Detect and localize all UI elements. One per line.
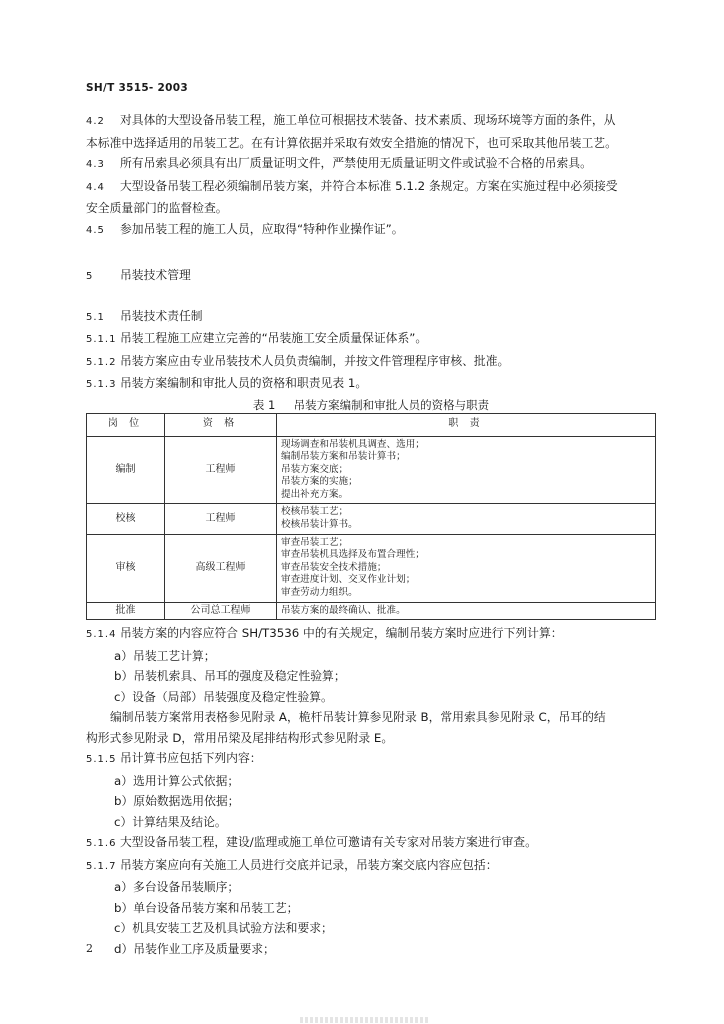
- duty-line: 提出补充方案。: [281, 488, 349, 500]
- clause-5-1-1: [86, 328, 656, 351]
- table-row: [87, 602, 656, 620]
- clause-number: 5.1.1: [86, 334, 117, 345]
- duty-line: 吊装方案的实施；: [281, 476, 358, 488]
- clause-text: 大型设备吊装工程必须编制吊装方案，并符合本标准 5.1.2 条规定。方案在实施过程中必须接受: [120, 178, 618, 193]
- list-item: a）多台设备吊装顺序；: [114, 880, 240, 895]
- duty-line: 吊装方案交底；: [281, 463, 349, 475]
- clause-number: 5.1.2: [86, 356, 117, 368]
- appendix-note-continued: 构形式参见附录 D，常用吊梁及尾排结构形式参见附录 E。: [86, 730, 394, 745]
- section-5-title: [86, 265, 656, 288]
- list-item: b）单台设备吊装方案和吊装工艺；: [114, 900, 299, 915]
- table-row: [87, 436, 656, 504]
- column-header-qualification: 资 格: [165, 413, 277, 436]
- section-title-text: 吊装技术管理: [120, 268, 191, 282]
- post-cell: 编制: [87, 436, 165, 504]
- clause-number: 5.1.7: [86, 860, 117, 872]
- clause-5-1-7: [86, 855, 656, 878]
- duties-cell: [277, 504, 656, 534]
- clause-text: 吊装工程施工应建立完善的“吊装施工安全质量保证体系”。: [120, 331, 428, 345]
- clause-text: 吊装方案编制和审批人员的资格和职责见表 1。: [120, 376, 368, 390]
- qualification-cell: 高级工程师: [165, 534, 277, 602]
- clause-text: 所有吊索具必须具有出厂质量证明文件，严禁使用无质量证明文件或试验不合格的吊索具。: [120, 156, 592, 170]
- column-header-duties: 职 责: [277, 413, 656, 436]
- qualification-cell: 公司总工程师: [165, 602, 277, 620]
- clause-4-4: [86, 176, 656, 199]
- clause-text: 吊装技术责任制: [120, 308, 203, 323]
- clause-5-1-5: [86, 748, 656, 771]
- section-number: 5: [86, 271, 94, 282]
- clause-5-1-2: [86, 351, 656, 374]
- clause-text: 吊装方案应向有关施工人员进行交底并记录，吊装方案交底内容应包括：: [120, 857, 498, 872]
- clause-number: 4.2: [86, 116, 105, 127]
- table-header-row: [87, 413, 656, 436]
- duty-line: 审查吊装机具选择及布置合理性；: [281, 549, 425, 561]
- qualification-cell: 工程师: [165, 504, 277, 534]
- clause-text: 吊装方案应由专业吊装技术人员负责编制，并按文件管理程序审核、批准。: [120, 353, 510, 368]
- clause-number: 4.4: [86, 181, 105, 193]
- clause-5-1-4: [86, 623, 656, 646]
- duty-line: 审查进度计划、交叉作业计划；: [281, 574, 416, 586]
- list-item: c）计算结果及结论。: [114, 814, 227, 829]
- list-item: c）机具安装工艺及机具试验方法和要求；: [114, 921, 333, 936]
- post-cell: 校核: [87, 504, 165, 534]
- duty-line: 审查劳动力组织。: [281, 587, 358, 599]
- post-cell: 批准: [87, 602, 165, 620]
- duty-line: 审查吊装工艺；: [281, 536, 349, 548]
- clause-4-4-continued: 安全质量部门的监督检查。: [86, 201, 228, 215]
- appendix-note: 编制吊装方案常用表格参见附录 A，桅杆吊装计算参见附录 B，常用索具参见附录 C，吊耳的结: [110, 710, 606, 725]
- list-item: b）原始数据选用依据；: [114, 794, 240, 809]
- clause-number: 5.1.5: [86, 754, 117, 766]
- duty-line: 校核吊装工艺；: [281, 506, 349, 518]
- clause-text: 参加吊装工程的施工人员，应取得“特种作业操作证”。: [120, 221, 404, 236]
- column-header-post: 岗 位: [87, 413, 165, 436]
- qualification-cell: 工程师: [165, 436, 277, 504]
- clause-4-3: [86, 153, 656, 176]
- post-cell: 审核: [87, 534, 165, 602]
- clause-text: 对具体的大型设备吊装工程，施工单位可根据技术装备、技术素质、现场环境等方面的条件，从: [120, 113, 616, 127]
- list-item: a）吊装工艺计算；: [114, 648, 216, 663]
- table-caption-title: 吊装方案编制和审批人员的资格与职责: [293, 397, 490, 412]
- duty-line: 校核吊装计算书。: [281, 519, 358, 531]
- table-caption: [86, 397, 656, 413]
- document-code-header: SH/T 3515- 2003: [86, 82, 188, 94]
- clause-4-5: [86, 219, 656, 242]
- duties-cell: [277, 602, 656, 620]
- clause-5-1-6: [86, 832, 656, 855]
- clause-number: 4.5: [86, 224, 105, 236]
- duty-line: 吊装方案的最终确认、批准。: [281, 604, 406, 616]
- list-item: a）选用计算公式依据；: [114, 773, 240, 788]
- duties-cell: [277, 534, 656, 602]
- document-body: [86, 110, 656, 959]
- duties-cell: [277, 436, 656, 504]
- clause-4-2-continued: 本标准中选择适用的吊装工艺。在有计算依据并采取有效安全措施的情况下，也可采取其他吊装工艺。: [86, 135, 617, 150]
- clause-text: 吊装方案的内容应符合 SH/T3536 中的有关规定，编制吊装方案时应进行下列计算：: [120, 626, 563, 641]
- table-row: [87, 504, 656, 534]
- clause-number: 5.1.3: [86, 379, 117, 390]
- clause-number: 4.3: [86, 159, 105, 170]
- clause-number: 5.1: [86, 311, 105, 323]
- table-row: [87, 534, 656, 602]
- clause-5-1: [86, 306, 656, 329]
- list-item: d）吊装作业工序及质量要求；: [114, 941, 275, 956]
- duty-line: 编制吊装方案和吊装计算书；: [281, 451, 406, 463]
- clause-number: 5.1.6: [86, 838, 117, 850]
- clause-4-2: [86, 110, 656, 133]
- clause-5-1-3: [86, 373, 656, 396]
- clause-text: 吊计算书应包括下列内容：: [120, 751, 262, 766]
- footer-watermark: [300, 1017, 430, 1023]
- clause-number: 5.1.4: [86, 629, 117, 641]
- duty-line: 审查吊装安全技术措施；: [281, 561, 387, 573]
- list-item: b）吊装机索具、吊耳的强度及稳定性验算；: [114, 669, 346, 684]
- page-number: 2: [86, 942, 93, 955]
- duty-line: 现场调查和吊装机具调查、选用；: [281, 438, 425, 450]
- clause-text: 大型设备吊装工程，建设/监理或施工单位可邀请有关专家对吊装方案进行审查。: [120, 835, 537, 850]
- list-item: c）设备（局部）吊装强度及稳定性验算。: [114, 689, 333, 704]
- table-caption-label: 表 1: [252, 397, 276, 412]
- qualifications-duties-table: [86, 413, 656, 621]
